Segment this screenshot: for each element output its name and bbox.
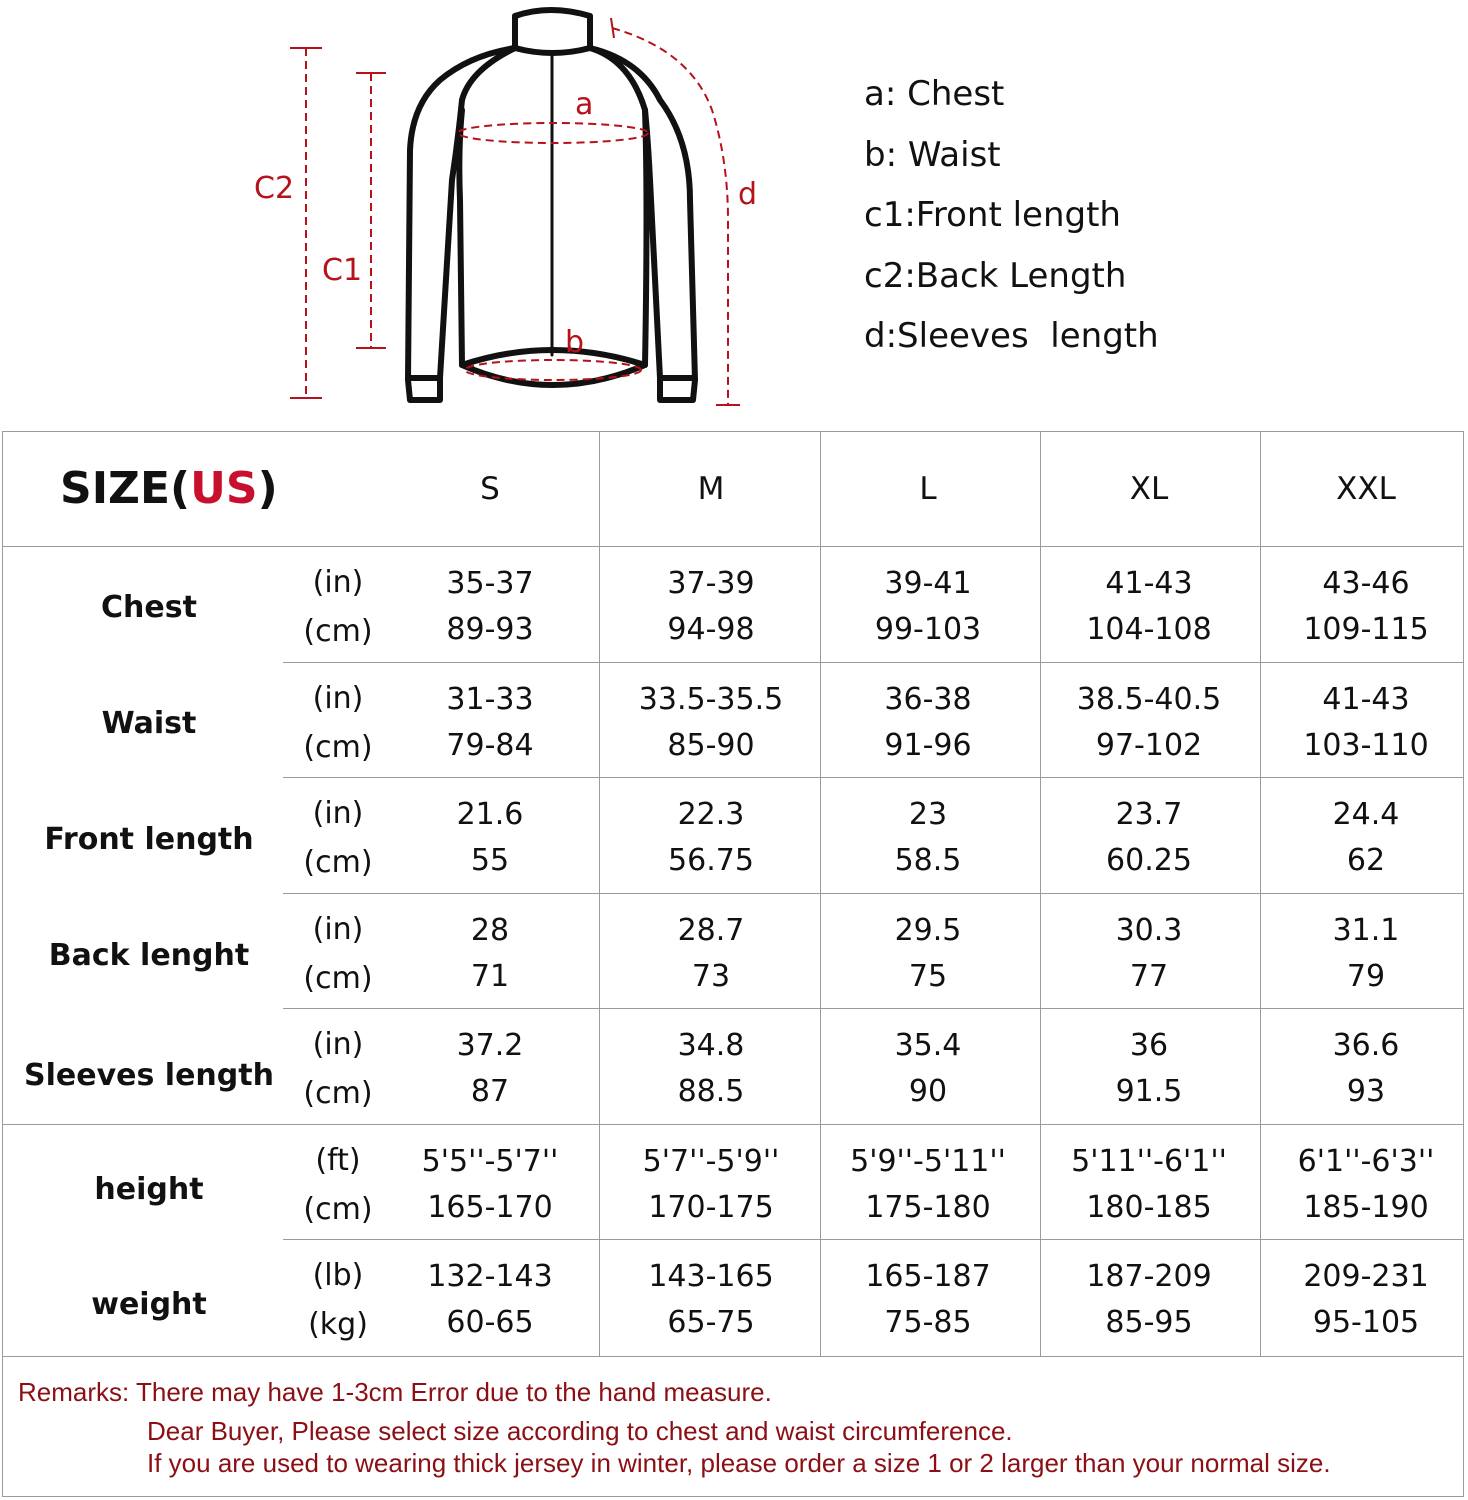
size-value-cell <box>611 1254 811 1346</box>
size-value-cell <box>611 908 811 1000</box>
unit-labels <box>283 1251 393 1349</box>
legend-item-chest <box>864 64 1159 125</box>
unit-label: (cm) <box>303 1191 373 1227</box>
imperial-value: 6'1''-6'3'' <box>1297 1143 1435 1179</box>
metric-value: 85-90 <box>667 727 755 763</box>
legend-key: c1: <box>864 195 916 235</box>
metric-value: 79-84 <box>446 727 534 763</box>
imperial-value: 36.6 <box>1332 1028 1400 1063</box>
title-region: US <box>190 463 258 514</box>
size-value-cell <box>611 1023 811 1115</box>
size-value-cell <box>1049 677 1249 769</box>
imperial-value: 30.3 <box>1115 912 1183 948</box>
measurement-legend <box>864 64 1159 367</box>
metric-value: 65-75 <box>667 1305 755 1340</box>
size-value-cell <box>390 561 590 653</box>
header-divider <box>2 546 1464 547</box>
size-header-s: S <box>480 471 500 507</box>
unit-label: (in) <box>312 1027 364 1062</box>
size-value-cell <box>611 677 811 769</box>
imperial-value: 37.2 <box>456 1028 524 1063</box>
size-value-cell <box>1049 1139 1249 1231</box>
metric-value: 94-98 <box>667 612 755 647</box>
size-value-cell <box>1049 792 1249 884</box>
front-length-dimension-label: C1 <box>322 253 363 288</box>
imperial-value: 39-41 <box>884 566 972 601</box>
imperial-value: 41-43 <box>1105 566 1193 601</box>
size-value-cell <box>1049 1023 1249 1115</box>
size-chart-table <box>2 431 1464 1357</box>
legend-item-front-length <box>864 185 1159 246</box>
metric-value: 170-175 <box>648 1189 774 1225</box>
unit-label: (cm) <box>303 614 373 649</box>
unit-label: (cm) <box>303 960 373 996</box>
row-divider <box>283 1239 1464 1240</box>
metric-value: 95-105 <box>1312 1305 1420 1340</box>
imperial-value: 5'11''-6'1'' <box>1071 1143 1227 1179</box>
imperial-value: 132-143 <box>427 1259 553 1294</box>
imperial-value: 31-33 <box>446 681 534 717</box>
remarks-selection-note: Dear Buyer, Please select size according to chest and waist circumference. <box>147 1416 1013 1446</box>
imperial-value: 22.3 <box>677 797 745 832</box>
unit-label: (cm) <box>303 845 373 880</box>
remarks-section <box>2 1357 1464 1497</box>
unit-label: (in) <box>312 796 364 831</box>
imperial-value: 24.4 <box>1332 797 1400 832</box>
legend-key: a: <box>864 74 897 114</box>
metric-value: 175-180 <box>865 1189 991 1225</box>
size-value-cell <box>1049 1254 1249 1346</box>
size-value-cell <box>1266 561 1466 653</box>
size-value-cell <box>1266 1023 1466 1115</box>
imperial-value: 28 <box>470 912 510 948</box>
unit-label: (cm) <box>303 1076 373 1111</box>
unit-label: (in) <box>312 565 364 600</box>
unit-label: (lb) <box>312 1258 364 1293</box>
metric-value: 58.5 <box>894 843 962 878</box>
metric-value: 87 <box>470 1074 510 1109</box>
unit-label: (kg) <box>308 1307 368 1342</box>
unit-labels <box>283 674 393 772</box>
imperial-value: 35-37 <box>446 566 534 601</box>
row-divider <box>283 893 1464 894</box>
unit-label: (in) <box>312 911 364 947</box>
unit-labels <box>283 789 393 887</box>
legend-key: b: <box>864 134 898 175</box>
jersey-measurement-diagram <box>0 0 1468 430</box>
row-divider <box>283 777 1464 778</box>
size-region-title <box>60 463 278 514</box>
size-value-cell <box>828 1254 1028 1346</box>
imperial-value: 23.7 <box>1115 797 1183 832</box>
metric-value: 104-108 <box>1086 612 1212 647</box>
legend-item-sleeves-length <box>864 306 1159 367</box>
size-header-xl: XL <box>1129 471 1169 507</box>
size-value-cell <box>828 677 1028 769</box>
row-label-sleeves-length: Sleeves length <box>24 1058 274 1093</box>
legend-text: Sleeves length <box>897 316 1159 356</box>
imperial-value: 209-231 <box>1303 1259 1429 1294</box>
metric-value: 85-95 <box>1105 1305 1193 1340</box>
metric-value: 185-190 <box>1303 1189 1429 1225</box>
row-divider <box>283 1008 1464 1009</box>
metric-value: 56.75 <box>668 843 754 878</box>
row-divider <box>283 662 1464 663</box>
legend-text: Chest <box>907 74 1005 114</box>
size-value-cell <box>390 908 590 1000</box>
unit-labels <box>283 905 393 1003</box>
size-value-cell <box>828 1023 1028 1115</box>
imperial-value: 33.5-35.5 <box>638 681 784 717</box>
imperial-value: 29.5 <box>894 912 962 948</box>
unit-label: (ft) <box>315 1142 361 1178</box>
row-label-height: height <box>94 1171 204 1207</box>
legend-text: Waist <box>907 134 1001 175</box>
metric-value: 88.5 <box>677 1074 745 1109</box>
metric-value: 180-185 <box>1086 1189 1212 1225</box>
imperial-value: 5'7''-5'9'' <box>642 1143 780 1179</box>
imperial-value: 143-165 <box>648 1259 774 1294</box>
size-header-xxl: XXL <box>1336 471 1396 507</box>
metric-value: 165-170 <box>427 1189 553 1225</box>
metric-value: 91.5 <box>1115 1074 1183 1109</box>
legend-key: c2: <box>864 255 916 296</box>
size-value-cell <box>390 792 590 884</box>
row-label-weight: weight <box>91 1287 207 1322</box>
metric-value: 109-115 <box>1303 612 1429 647</box>
unit-labels <box>283 1020 393 1118</box>
imperial-value: 23 <box>908 797 948 832</box>
sleeve-length-dimension-label: d <box>738 177 758 212</box>
size-value-cell <box>1266 908 1466 1000</box>
legend-text: Front length <box>915 195 1121 235</box>
metric-value: 73 <box>691 958 731 994</box>
unit-labels <box>283 1136 393 1234</box>
metric-value: 60-65 <box>446 1305 534 1340</box>
metric-value: 71 <box>470 958 510 994</box>
metric-value: 60.25 <box>1106 843 1192 878</box>
title-suffix: ) <box>257 463 278 514</box>
imperial-value: 41-43 <box>1322 681 1410 717</box>
size-value-cell <box>1266 1139 1466 1231</box>
legend-item-back-length <box>864 246 1159 307</box>
size-value-cell <box>828 1139 1028 1231</box>
size-value-cell <box>828 908 1028 1000</box>
size-value-cell <box>390 1023 590 1115</box>
imperial-value: 187-209 <box>1086 1259 1212 1294</box>
size-value-cell <box>390 1139 590 1231</box>
remarks-winter-note: If you are used to wearing thick jersey in winter, please order a size 1 or 2 larger than your normal size. <box>147 1448 1331 1478</box>
imperial-value: 31.1 <box>1332 912 1400 948</box>
imperial-value: 34.8 <box>677 1028 745 1063</box>
row-label-back-lenght: Back lenght <box>48 937 250 973</box>
column-divider <box>820 431 821 1357</box>
size-value-cell <box>390 1254 590 1346</box>
size-value-cell <box>1049 561 1249 653</box>
metric-value: 90 <box>908 1074 948 1109</box>
waist-dimension-label: b <box>565 325 585 360</box>
legend-item-waist <box>864 125 1159 186</box>
size-value-cell <box>1049 908 1249 1000</box>
imperial-value: 21.6 <box>456 797 524 832</box>
legend-text: Back Length <box>915 255 1127 296</box>
metric-value: 62 <box>1346 843 1386 878</box>
row-label-front-length: Front length <box>44 822 254 857</box>
jersey-outline-illustration <box>0 0 1468 430</box>
unit-label: (in) <box>312 680 364 716</box>
metric-value: 91-96 <box>884 727 972 763</box>
metric-value: 77 <box>1129 958 1169 994</box>
imperial-value: 37-39 <box>667 566 755 601</box>
metric-value: 89-93 <box>446 612 534 647</box>
remarks-error-note: Remarks: There may have 1-3cm Error due to the hand measure. <box>18 1377 772 1407</box>
size-value-cell <box>611 792 811 884</box>
row-divider <box>2 1124 1464 1125</box>
chest-dimension-label: a <box>575 87 594 122</box>
imperial-value: 5'9''-5'11'' <box>850 1143 1006 1179</box>
row-label-chest: Chest <box>101 590 197 625</box>
metric-value: 75 <box>908 958 948 994</box>
row-label-waist: Waist <box>101 705 197 741</box>
back-length-dimension-label: C2 <box>254 171 295 206</box>
metric-value: 75-85 <box>884 1305 972 1340</box>
column-divider <box>1260 431 1261 1357</box>
imperial-value: 43-46 <box>1322 566 1410 601</box>
metric-value: 79 <box>1346 958 1386 994</box>
size-value-cell <box>1266 1254 1466 1346</box>
size-value-cell <box>611 1139 811 1231</box>
title-prefix: SIZE( <box>60 463 191 514</box>
size-value-cell <box>828 792 1028 884</box>
size-value-cell <box>1266 792 1466 884</box>
metric-value: 99-103 <box>874 612 982 647</box>
size-value-cell <box>1266 677 1466 769</box>
imperial-value: 38.5-40.5 <box>1076 681 1222 717</box>
imperial-value: 165-187 <box>865 1259 991 1294</box>
imperial-value: 35.4 <box>894 1028 962 1063</box>
size-header-m: M <box>697 471 725 507</box>
size-value-cell <box>390 677 590 769</box>
metric-value: 103-110 <box>1303 727 1429 763</box>
legend-key: d: <box>864 316 898 356</box>
metric-value: 97-102 <box>1095 727 1203 763</box>
imperial-value: 36-38 <box>884 681 972 717</box>
metric-value: 93 <box>1346 1074 1386 1109</box>
imperial-value: 36 <box>1129 1028 1169 1063</box>
imperial-value: 5'5''-5'7'' <box>421 1143 559 1179</box>
size-header-l: L <box>919 471 937 507</box>
imperial-value: 28.7 <box>677 912 745 948</box>
column-divider <box>1040 431 1041 1357</box>
column-divider <box>599 431 600 1357</box>
size-value-cell <box>828 561 1028 653</box>
metric-value: 55 <box>470 843 510 878</box>
unit-label: (cm) <box>303 729 373 765</box>
size-value-cell <box>611 561 811 653</box>
unit-labels <box>283 558 393 656</box>
